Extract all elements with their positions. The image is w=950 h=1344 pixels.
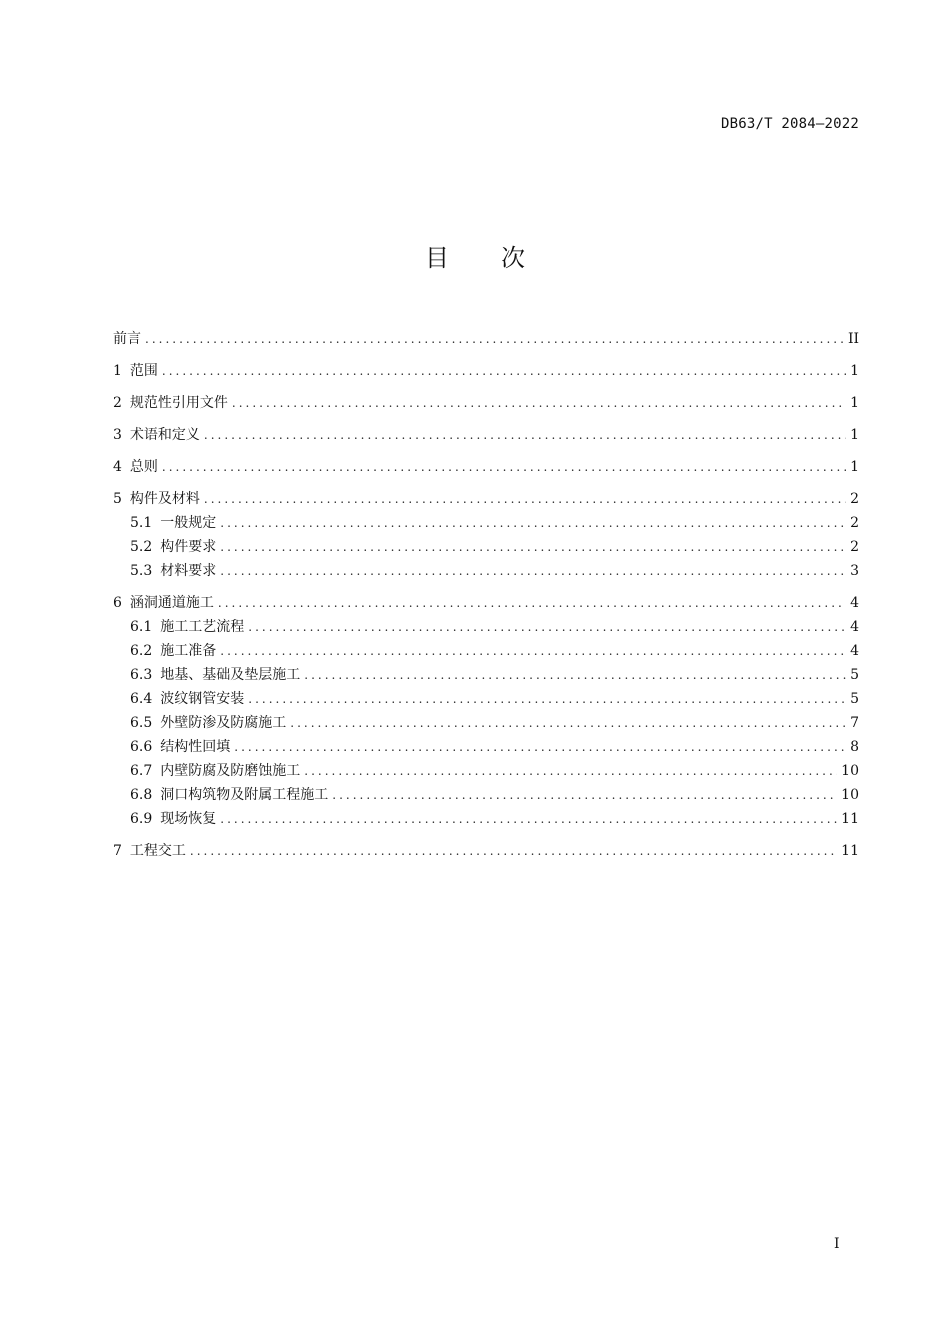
toc-entry-number: 6.1: [130, 619, 153, 635]
toc-entry-page: 11: [841, 843, 859, 859]
toc-entry-page: 2: [850, 491, 859, 507]
toc-entry-label: 术语和定义: [129, 427, 200, 443]
toc-leader-dots: [220, 559, 846, 583]
toc-entry-label: 总则: [129, 459, 158, 475]
toc-entry-page: 1: [850, 395, 859, 411]
toc-entry-number: 6.6: [130, 739, 153, 755]
toc-leader-dots: [190, 839, 837, 863]
toc-entry[interactable]: [113, 591, 859, 615]
toc-entry-number: 7: [113, 843, 122, 859]
toc-entry-page: 2: [850, 539, 859, 555]
toc-entry-page: 1: [850, 363, 859, 379]
toc-entry[interactable]: [113, 759, 859, 783]
toc-entry-number: 2: [113, 395, 122, 411]
page-number: I: [834, 1236, 840, 1252]
toc-entry[interactable]: [113, 559, 859, 583]
toc-entry[interactable]: [113, 327, 859, 351]
toc-entry[interactable]: [113, 535, 859, 559]
toc-entry-page: 5: [850, 691, 859, 707]
toc-entry-number: 6.8: [130, 787, 153, 803]
toc-entry-page: 11: [841, 811, 859, 827]
toc-entry-label: 洞口构筑物及附属工程施工: [160, 787, 329, 803]
toc-entry-number: 5.1: [130, 515, 153, 531]
toc-entry-label: 规范性引用文件: [129, 395, 228, 411]
toc-entry-number: 5.3: [130, 563, 153, 579]
toc-entry-label: 构件及材料: [129, 491, 200, 507]
toc-title-part2: 次: [501, 244, 525, 272]
toc-entry-label: 地基、基础及垫层施工: [160, 667, 301, 683]
toc-entry-page: 10: [841, 763, 859, 779]
toc-entry-label: 内壁防腐及防磨蚀施工: [160, 763, 301, 779]
toc-entry[interactable]: [113, 711, 859, 735]
toc-entry[interactable]: [113, 423, 859, 447]
toc-entry-label: 施工工艺流程: [160, 619, 245, 635]
toc-entry[interactable]: [113, 511, 859, 535]
toc-entry-page: 10: [841, 787, 859, 803]
toc-entry-number: 6.9: [130, 811, 153, 827]
toc-leader-dots: [304, 663, 846, 687]
toc-entry-page: 8: [850, 739, 859, 755]
toc-entry-page: 2: [850, 515, 859, 531]
toc-entry-label: 前言: [113, 331, 141, 347]
toc-entry-label: 波纹钢管安装: [160, 691, 245, 707]
toc-leader-dots: [204, 423, 846, 447]
toc-entry-page: 5: [850, 667, 859, 683]
toc-leader-dots: [220, 807, 837, 831]
toc-leader-dots: [145, 327, 844, 351]
table-of-contents: [113, 327, 859, 863]
toc-leader-dots: [232, 391, 846, 415]
toc-entry-label: 材料要求: [160, 563, 217, 579]
toc-entry-label: 施工准备: [160, 643, 217, 659]
toc-entry-page: 4: [850, 595, 859, 611]
toc-leader-dots: [204, 487, 846, 511]
toc-entry-number: 6.7: [130, 763, 153, 779]
toc-entry-label: 外壁防渗及防腐施工: [160, 715, 287, 731]
toc-entry-label: 构件要求: [160, 539, 217, 555]
toc-entry[interactable]: [113, 807, 859, 831]
toc-entry-label: 涵洞通道施工: [129, 595, 214, 611]
toc-entry[interactable]: [113, 735, 859, 759]
toc-leader-dots: [234, 735, 846, 759]
toc-entry[interactable]: [113, 487, 859, 511]
document-code: DB63/T 2084—2022: [720, 116, 859, 132]
toc-leader-dots: [290, 711, 846, 735]
toc-entry-number: 5.2: [130, 539, 153, 555]
toc-entry[interactable]: [113, 455, 859, 479]
toc-entry[interactable]: [113, 687, 859, 711]
toc-entry[interactable]: [113, 839, 859, 863]
toc-entry-number: 6: [113, 595, 122, 611]
toc-title-part1: 目: [425, 244, 449, 272]
toc-entry-label: 现场恢复: [160, 811, 217, 827]
toc-leader-dots: [248, 687, 846, 711]
toc-leader-dots: [220, 639, 846, 663]
toc-entry-page: II: [847, 331, 859, 347]
toc-entry-number: 6.2: [130, 643, 153, 659]
toc-entry-page: 1: [850, 427, 859, 443]
toc-entry[interactable]: [113, 783, 859, 807]
toc-entry-number: 4: [113, 459, 122, 475]
toc-leader-dots: [332, 783, 837, 807]
toc-entry[interactable]: [113, 663, 859, 687]
toc-entry-page: 1: [850, 459, 859, 475]
toc-entry-number: 3: [113, 427, 122, 443]
toc-entry[interactable]: [113, 391, 859, 415]
toc-entry-number: 6.4: [130, 691, 153, 707]
toc-entry-label: 工程交工: [129, 843, 186, 859]
toc-entry-page: 3: [850, 563, 859, 579]
toc-leader-dots: [218, 591, 846, 615]
toc-leader-dots: [248, 615, 846, 639]
toc-entry-number: 1: [113, 363, 122, 379]
toc-leader-dots: [220, 535, 846, 559]
toc-leader-dots: [304, 759, 837, 783]
toc-leader-dots: [162, 455, 846, 479]
toc-entry-number: 6.5: [130, 715, 153, 731]
toc-entry[interactable]: [113, 615, 859, 639]
toc-entry-label: 结构性回填: [160, 739, 231, 755]
toc-entry-page: 4: [850, 643, 859, 659]
toc-leader-dots: [162, 359, 846, 383]
toc-leader-dots: [220, 511, 846, 535]
toc-entry-number: 6.3: [130, 667, 153, 683]
toc-entry-label: 一般规定: [160, 515, 217, 531]
toc-entry-page: 4: [850, 619, 859, 635]
toc-entry-label: 范围: [129, 363, 158, 379]
toc-entry-number: 5: [113, 491, 122, 507]
toc-entry[interactable]: [113, 639, 859, 663]
toc-title: [0, 238, 950, 273]
toc-entry-page: 7: [850, 715, 859, 731]
toc-entry[interactable]: [113, 359, 859, 383]
